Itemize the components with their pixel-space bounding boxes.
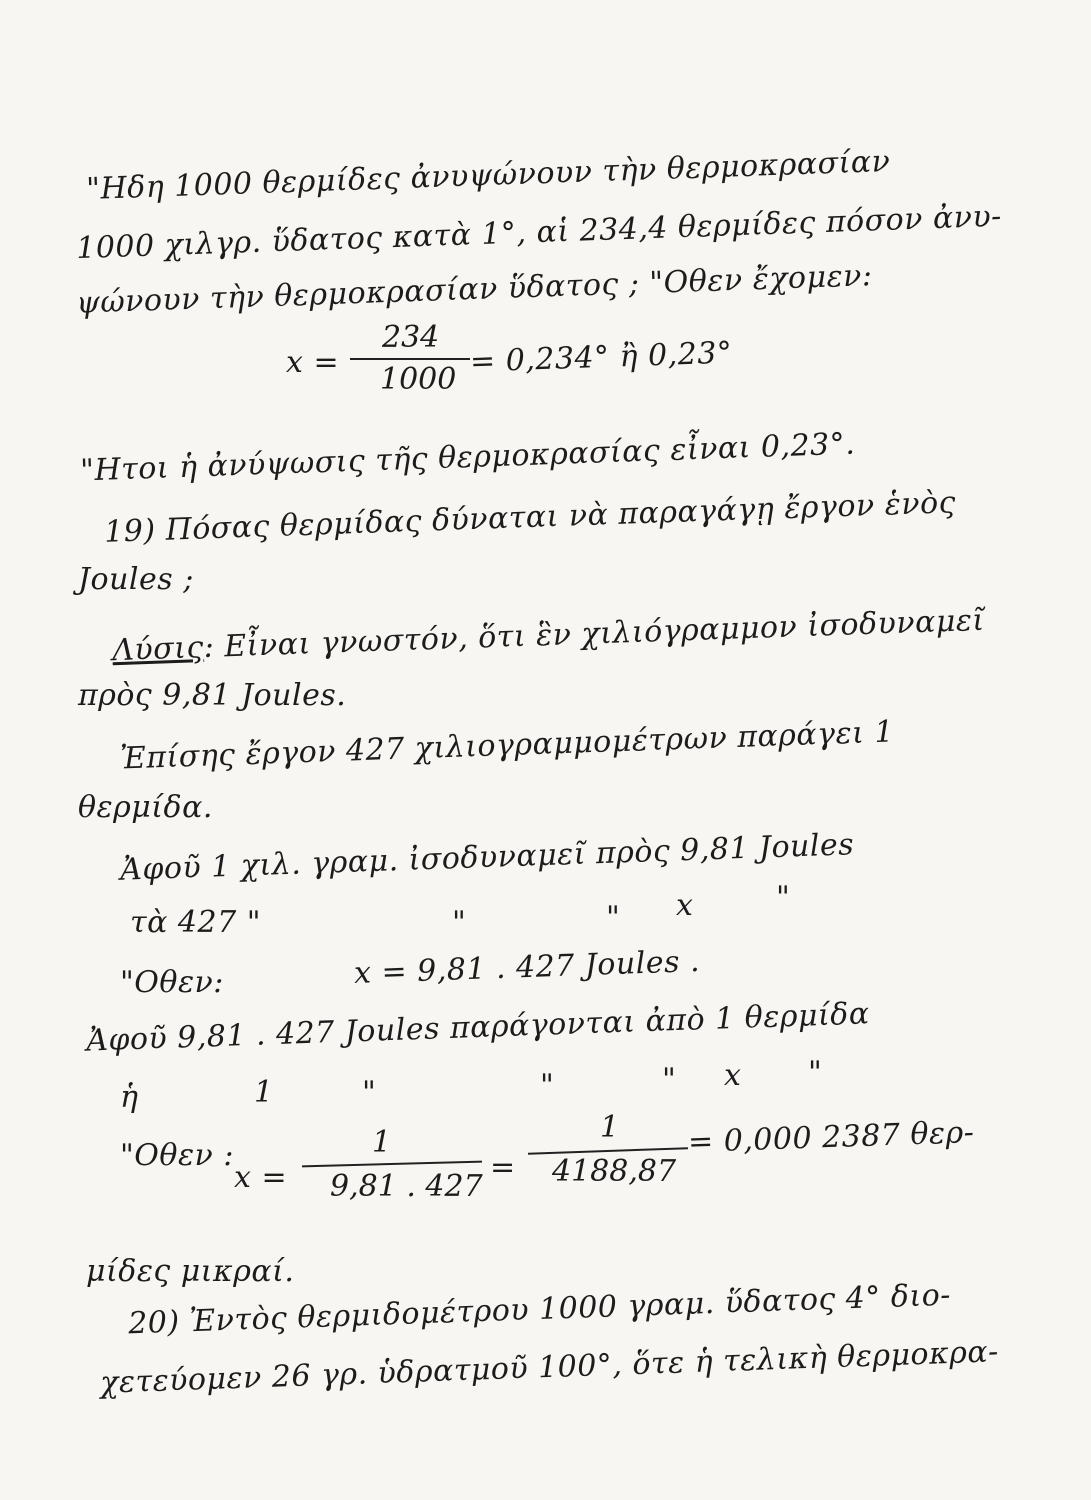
text-line-16: μίδες μικραί. [86,1254,295,1289]
lysis-heading: Λύσις [111,630,205,669]
ditto-variable: x [724,1058,742,1093]
ditto-mark: " [776,880,791,915]
fraction-bar [350,358,470,360]
equation-2-numerator-1: 1 [372,1125,392,1160]
text-line-4: "Ητοι ἡ ἀνύψωσις τῆς θερμοκρασίας εἶναι 0,23°. [79,426,856,489]
text-line-8: πρὸς 9,81 Joules. [78,678,347,713]
equation-2-denominator-1: 9,81 . 427 [330,1169,483,1204]
text-line-17: 20) Ἐντὸς θερμιδομέτρου 1000 γραμ. ὕδατος 4° διο- [127,1277,952,1342]
equation-1-rhs: = 0,234° ἢ 0,23° [469,335,733,380]
ditto-mark: " [540,1068,555,1103]
ditto-row-2-lead: ἡ [120,1080,139,1115]
ditto-mark: " [662,1062,677,1097]
lysis-text: : Εἶναι γνωστόν, ὅτι ἓν χιλιόγραμμον ἰσοδυναμεῖ [203,602,986,666]
equation-2-rhs: = 0,000 2387 θερ- [687,1115,975,1160]
text-line-14: Ἀφοῦ 9,81 . 427 Joules παράγονται ἀπὸ 1 θερμίδα [85,996,871,1059]
equation-2-fraction-2 [528,1110,688,1190]
text-line-1: "Ηδη 1000 θερμίδες ἀνυψώνουν τὴν θερμοκρασίαν [85,143,891,208]
ditto-mark: " [606,900,621,935]
equation-1-denominator: 1000 [380,362,457,397]
ditto-variable: x [676,888,694,923]
text-line-13-lead: "Οθεν: [120,965,224,1000]
text-line-2: 1000 χιλγρ. ὕδατος κατὰ 1°, αἱ 234,4 θερμίδες πόσον ἀνυ- [75,198,1003,267]
fraction-bar [302,1161,482,1168]
equation-2-lhs: x = [234,1160,288,1195]
equation-2-lead: "Οθεν : [120,1138,234,1173]
ditto-row-1-lead: τὰ 427 " [130,905,261,940]
equation-2-numerator-2: 1 [600,1110,620,1145]
text-line-3: ψώνουν τὴν θερμοκρασίαν ὕδατος ; "Οθεν ἔχομεν: [75,258,874,321]
equation-1-lhs: x = [286,345,340,380]
equation-2-denominator-2: 4188,87 [552,1154,677,1189]
ditto-mark: " [452,905,467,940]
text-line-7 [112,603,986,668]
text-line-11: Ἀφοῦ 1 χιλ. γραμ. ἰσοδυναμεῖ πρὸς 9,81 Joules [119,827,855,888]
ditto-number: 1 [254,1075,274,1110]
ditto-mark: " [362,1075,377,1110]
equation-2-fraction-1 [302,1125,483,1205]
text-line-18: χετεύομεν 26 γρ. ὑδρατμοῦ 100°, ὅτε ἡ τελικὴ θερμοκρα- [99,1334,1000,1401]
equation-1-numerator: 234 [382,320,440,355]
text-line-9: Ἐπίσης ἔργον 427 χιλιογραμμομέτρων παράγει 1 [119,714,895,777]
equation-2-equals: = [490,1150,516,1185]
text-line-13-eq: x = 9,81 . 427 Joules . [353,943,701,992]
text-line-6: Joules ; [78,562,194,597]
equation-1-fraction [350,320,470,397]
text-line-5: 19) Πόσας θερμίδας δύναται νὰ παραγάγῃ ἔργον ἑνὸς [103,485,957,550]
ditto-mark: " [808,1055,823,1090]
text-line-10: θερμίδα. [78,790,213,825]
